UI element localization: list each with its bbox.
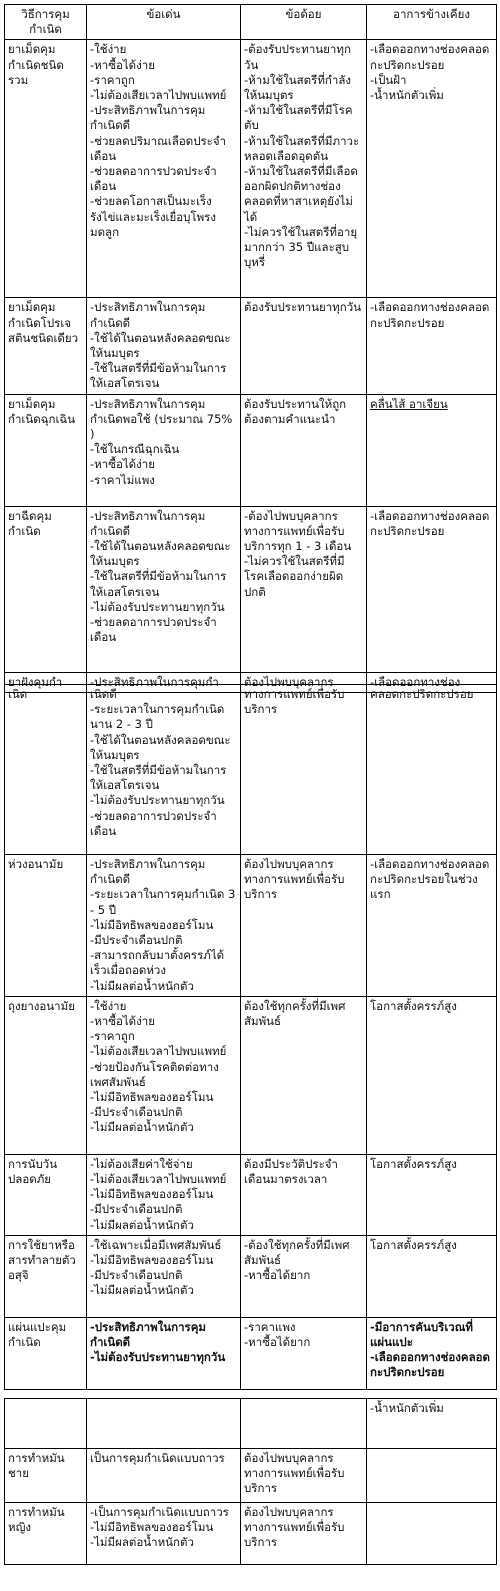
cell-method: ยาเม็ดคุมกำเนิดโปรเจสตินชนิดเดียว (5, 298, 87, 394)
cell-line: -ไม่ต้องเสียเวลาไปพบแพทย์ (90, 1172, 227, 1187)
cell-cons (241, 394, 367, 506)
cell-method: การทำหมันหญิง (5, 1503, 87, 1565)
cell-line: -ไม่มีผลต่อน้ำหนักตัว (90, 1120, 194, 1135)
cell-line: -ใช้ในกรณีฉุกเฉิน (90, 442, 180, 457)
cell-line: -มีประจำเดือนปกติ (90, 1268, 183, 1283)
table-row (5, 855, 497, 997)
cell-method: ยาฉีดคุมกำเนิด (5, 506, 87, 672)
cell-line: -ไม่ต้องรับประทานยาทุกวัน (90, 599, 225, 614)
cell-method: เนิด (5, 685, 87, 855)
cell-method: ถุงยางอนามัย (5, 996, 87, 1154)
cell-line: -หาซื้อได้ยาก (244, 1268, 311, 1283)
cell-line: -ราคาแพง (244, 1319, 296, 1334)
cell-line: -ประสิทธิภาพในการคุมกำเนิดดี (90, 103, 206, 133)
cell-pros (87, 40, 241, 298)
cell-cons: ต้องไปพบบุคลากร (241, 672, 367, 692)
cell-pros (87, 1399, 241, 1449)
cell-side-effects (367, 996, 497, 1154)
cell-line: -เลือดออกทางช่องคลอดกะปริดกะปรอย (370, 42, 490, 72)
cell-line: ต้องรับประทานให้ถูกต้องตามคำแนะนำ (244, 396, 347, 426)
cell-method: ยาเม็ดคุมกำเนิดชนิดรวม (5, 40, 87, 298)
cell-pros (87, 394, 241, 506)
table-segment-2 (4, 684, 496, 1390)
cell-pros (87, 1235, 241, 1317)
cell-side-effects (367, 685, 497, 855)
cell-line: -มีอาการคันบริเวณที่แผ่นแปะ (370, 1319, 473, 1350)
cell-line: -ไม่มีผลต่อน้ำหนักตัว (90, 1283, 194, 1298)
cell-side-effects (367, 394, 497, 506)
cell-cons (241, 1317, 367, 1389)
cell-pros (87, 506, 241, 672)
cell-line: -ช่วยป้องกันโรคติดต่อทางเพศสัมพันธ์ (90, 1059, 219, 1089)
cell-line: -ไม่มีผลต่อน้ำหนักตัว (90, 1535, 194, 1550)
contraception-table-continued (4, 684, 497, 1390)
header-pros: ข้อเด่น (87, 5, 241, 40)
cell-line: -ใช้ในสตรีที่มีข้อห้ามในการให้เอสโตรเจน (90, 361, 227, 391)
cell-pros (87, 298, 241, 394)
cell-line: -ช่วยลดอาการปวดประจำเดือน (90, 615, 217, 645)
cell-line: -ไม่ต้องเสียค่าใช้จ่าย (90, 1156, 193, 1171)
cell-line: ต้องไปพบบุคลากรทางการแพทย์เพื่อรับบริการ (244, 1451, 345, 1496)
cell-line: -ไม่ควรใช้ในสตรีที่มีโรคเลือดออกง่ายผิดปกติ (244, 554, 345, 599)
cell-cons (241, 298, 367, 394)
cell-method: การใช้ยาหรือสารทำลายตัวอสุจิ (5, 1235, 87, 1317)
cell-pros (87, 1503, 241, 1565)
cell-line: ต้องใช้ทุกครั้งที่มีเพศสัมพันธ์ (244, 998, 346, 1029)
table-row (5, 298, 497, 394)
cell-line: ต้องไปพบบุคลากรทางการแพทย์เพื่อรับบริการ (244, 857, 345, 902)
cell-method (5, 1399, 87, 1449)
cell-line: -ใช้ได้ในตอนหลังคลอดขณะให้นมบุตร (90, 732, 231, 762)
cell-line: -ใช้ได้ในตอนหลังคลอดขณะให้นมบุตร (90, 539, 231, 569)
cell-cons (241, 1154, 367, 1235)
cell-side-effects (367, 855, 497, 997)
cell-cons (241, 855, 367, 997)
cell-cons (241, 40, 367, 298)
cell-cons (241, 1399, 367, 1449)
cell-method: ยาฝังคุมกำ (5, 672, 87, 692)
cell-line: -ช่วยลดโอกาสเป็นมะเร็งรังไข่และมะเร็งเยื่อบุโพรงมดลูก (90, 194, 216, 239)
cell-line: -ไม่ต้องรับประทานยาทุกวัน (90, 793, 225, 808)
cell-line: -เลือดออกทางช่องคลอดกะปริดกะปรอย (370, 1350, 490, 1380)
cell-cons (241, 685, 367, 855)
cell-line: -ใช้ได้ในตอนหลังคลอดขณะให้นมบุตร (90, 330, 231, 361)
cell-line: -ช่วยลดอาการปวดประจำเดือน (90, 808, 217, 838)
contraception-table (4, 4, 497, 693)
header-cons: ข้อด้อย (241, 5, 367, 40)
cell-line: -ไม่มีอิทธิพลของฮอร์โมน (90, 1520, 214, 1535)
cell-line: -ประสิทธิภาพในการคุมกำเนิดดี (90, 300, 206, 330)
header-method: วิธีการคุมกำเนิด (5, 5, 87, 40)
cell-line: -ไม่มีอิทธิพลของฮอร์โมน (90, 1090, 214, 1105)
cell-line: -เป็นการคุมกำเนิดแบบถาวร (90, 1505, 229, 1519)
cell-line: -เลือดออกทางช่องคลอดกะปริดกะปรอยในช่วงแรก (370, 857, 490, 902)
table-row (5, 1317, 497, 1389)
cell-line: -ประสิทธิภาพในการคุมกำเนิดดี (90, 508, 206, 538)
table-row (5, 996, 497, 1154)
cell-method: ห่วงอนามัย (5, 855, 87, 997)
cell-pros (87, 855, 241, 997)
table-row (5, 1235, 497, 1317)
cell-line: คลื่นไส้ อาเจียน (370, 396, 448, 411)
table-row (5, 1154, 497, 1235)
cell-line: -ห้ามใช้ในสตรีที่มีโรคตับ (244, 103, 353, 133)
cell-side-effects: -เลือดออกทางช่อง (367, 672, 497, 692)
table-row (5, 1449, 497, 1503)
cell-cons (241, 996, 367, 1154)
cell-side-effects (367, 1503, 497, 1565)
cell-line: -ไม่มีผลต่อน้ำหนักตัว (90, 1217, 194, 1232)
cell-side-effects (367, 1449, 497, 1503)
cell-line: โอกาสตั้งครรภ์สูง (370, 998, 457, 1013)
cell-cons (241, 1503, 367, 1565)
cell-method: ยาเม็ดคุมกำเนิดฉุกเฉิน (5, 394, 87, 506)
table-row (5, 1399, 497, 1449)
cell-line: -ไม่มีอิทธิพลของฮอร์โมน (90, 1187, 214, 1202)
cell-line: -เลือดออกทางช่องคลอดกะปริดกะปรอย (370, 300, 490, 330)
cell-line: -ห้ามใช้ในสตรีที่มีภาวะหลอดเลือดอุดตัน (244, 133, 360, 163)
cell-line: โอกาสตั้งครรภ์สูง (370, 1237, 457, 1252)
cell-line: -ไม่มีอิทธิพลของฮอร์โมน (90, 1253, 214, 1268)
cell-pros (87, 1449, 241, 1503)
table-row (5, 40, 497, 298)
cell-method: การทำหมันชาย (5, 1449, 87, 1503)
cell-line: ต้องไปพบบุคลากรทางการแพทย์เพื่อรับบริการ (244, 1505, 345, 1550)
cell-line: -ช่วยลดอาการปวดประจำเดือน (90, 164, 217, 194)
cell-line: เป็นการคุมกำเนิดแบบถาวร (90, 1451, 225, 1465)
cell-line: -ประสิทธิภาพในการคุมกำเนิดดี (90, 1319, 207, 1350)
cell-line: ทางการแพทย์เพื่อรับบริการ (244, 687, 345, 717)
cell-line: -ราคาถูก (90, 1029, 135, 1044)
cell-line: โอกาสตั้งครรภ์สูง (370, 1156, 457, 1171)
cell-line: -ใช้ในสตรีที่มีข้อห้ามในการให้เอสโตรเจน (90, 763, 227, 793)
table-row (5, 394, 497, 506)
cell-line: -ระยะเวลาในการคุมกำเนิดนาน 2 - 3 ปี (90, 702, 225, 732)
cell-side-effects (367, 40, 497, 298)
cell-line: -มีประจำเดือนปกติ (90, 1105, 183, 1120)
cell-line: -ใช้ในสตรีที่มีข้อห้ามในการให้เอสโตรเจน (90, 569, 227, 599)
table-row-split-bottom (5, 685, 497, 855)
cell-line: -ระยะเวลาในการคุมกำเนิด 3 - 5 ปี (90, 887, 236, 917)
cell-side-effects (367, 1317, 497, 1389)
header-side-effects: อาการข้างเคียง (367, 5, 497, 40)
cell-line: -ห้ามใช้ในสตรีที่กำลังให้นมบุตร (244, 72, 351, 103)
cell-line: -ไม่ต้องเสียเวลาไปพบแพทย์ (90, 88, 227, 103)
cell-line: ต้องมีประวัติประจำเดือนมาตรงเวลา (244, 1156, 338, 1187)
cell-line: -น้ำหนักตัวเพิ่ม (370, 88, 444, 103)
table-header-row (5, 5, 497, 40)
cell-line: คลอดกะปริดกะปรอย (370, 687, 474, 701)
cell-side-effects (367, 1154, 497, 1235)
cell-cons (241, 1235, 367, 1317)
cell-pros (87, 1317, 241, 1389)
cell-line: เนิดดี (90, 687, 117, 701)
cell-side-effects (367, 1235, 497, 1317)
table-segment-3 (4, 1398, 496, 1588)
cell-pros (87, 685, 241, 855)
cell-line: -ใช้ง่าย (90, 998, 127, 1013)
cell-line: -หาซื้อได้ยาก (244, 1335, 311, 1350)
cell-line: -ไม่ต้องรับประทานยาทุกวัน (90, 1350, 226, 1365)
cell-line: -ไม่มีอิทธิพลของฮอร์โมน (90, 917, 214, 932)
cell-line: -เลือดออกทางช่องคลอดกะปริดกะปรอย (370, 508, 490, 538)
cell-line: -ไม่ต้องเสียเวลาไปพบแพทย์ (90, 1044, 227, 1059)
cell-line: -น้ำหนักตัวเพิ่ม (370, 1401, 444, 1415)
cell-line: -ใช้ง่าย (90, 42, 127, 57)
cell-line: -ห้ามใช้ในสตรีที่มีเลือดออกผิดปกติทางช่องคลอดที่หาสาเหตุยังไม่ได้ (244, 164, 358, 224)
cell-line: -หาซื้อได้ง่าย (90, 1014, 155, 1029)
cell-method: การนับวันปลอดภัย (5, 1154, 87, 1235)
cell-line: -ใช้เฉพาะเมื่อมีเพศสัมพันธ์ (90, 1237, 222, 1252)
cell-line: -ไม่มีผลต่อน้ำหนักตัว (90, 978, 194, 993)
contraception-table-continued-2 (4, 1398, 497, 1565)
cell-side-effects (367, 506, 497, 672)
cell-pros (87, 1154, 241, 1235)
cell-pros: -ประสิทธิภาพในการคุมกำ (87, 672, 241, 692)
cell-line: -หาซื้อได้ง่าย (90, 57, 155, 72)
cell-line: -ราคาไม่แพง (90, 472, 155, 487)
cell-pros (87, 996, 241, 1154)
cell-line: ต้องรับประทานยาทุกวัน (244, 300, 362, 315)
table-segment-1 (4, 4, 496, 689)
cell-side-effects (367, 1399, 497, 1449)
cell-line: -มีประจำเดือนปกติ (90, 933, 183, 948)
cell-line: -ประสิทธิภาพในการคุมกำเนิดพอใช้ (ประมาณ 75% ) (90, 396, 233, 442)
cell-line: -ต้องใช้ทุกครั้งที่มีเพศสัมพันธ์ (244, 1237, 350, 1268)
cell-line: -ต้องไปพบบุคลากรทางการแพทย์เพื่อรับบริการทุก 1 - 3 เดือน (244, 508, 352, 554)
cell-line: -ต้องรับประทานยาทุกวัน (244, 42, 351, 72)
cell-line: -ราคาถูก (90, 72, 135, 87)
cell-line: -เป็นฝ้า (370, 72, 407, 87)
cell-cons (241, 1449, 367, 1503)
table-row (5, 506, 497, 672)
cell-line: -สามารถกลับมาตั้งครรภ์ได้เร็วเมื่อถอดห่วง (90, 948, 225, 978)
cell-line: -หาซื้อได้ง่าย (90, 457, 155, 472)
table-row (5, 1503, 497, 1565)
cell-side-effects (367, 298, 497, 394)
cell-line: -ช่วยลดปริมาณเลือดประจำเดือน (90, 133, 227, 163)
cell-line: -มีประจำเดือนปกติ (90, 1202, 183, 1217)
cell-method: แผ่นแปะคุมกำเนิด (5, 1317, 87, 1389)
cell-cons (241, 506, 367, 672)
cell-line: -ประสิทธิภาพในการคุมกำเนิดดี (90, 857, 206, 887)
cell-line: -ไม่ควรใช้ในสตรีที่อายุมากกว่า 35 ปีและสูบบุหรี่ (244, 224, 358, 270)
